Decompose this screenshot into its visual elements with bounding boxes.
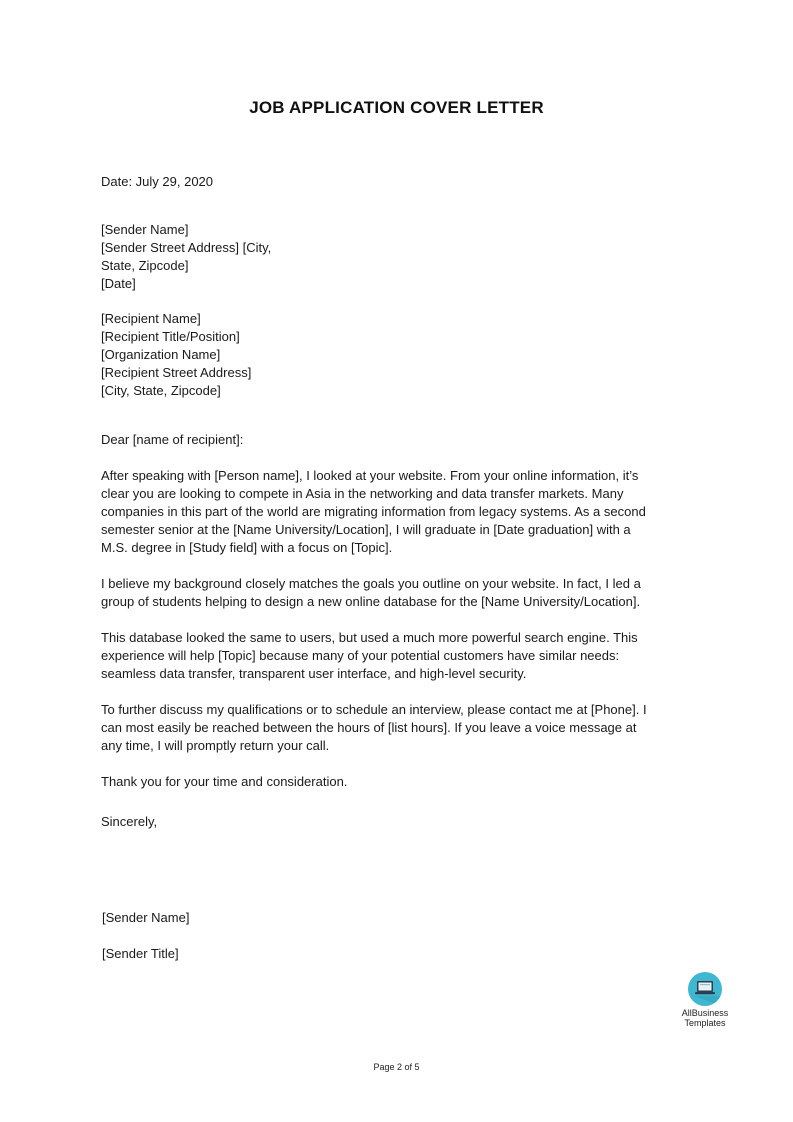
document-title: JOB APPLICATION COVER LETTER [249, 98, 544, 117]
signature-name: [Sender Name] [102, 910, 190, 925]
paragraph-2 [101, 575, 671, 611]
sender-name: [Sender Name] [101, 222, 189, 237]
paragraph-line: can most easily be reached between the hours of [list hours]. If you leave a voice message at [101, 720, 637, 735]
recipient-name: [Recipient Name] [101, 311, 201, 326]
recipient-street: [Recipient Street Address] [101, 365, 252, 380]
signature-title: [Sender Title] [102, 946, 179, 961]
date-line: Date: July 29, 2020 [101, 174, 214, 189]
paragraph-3 [101, 629, 671, 683]
sender-date: [Date] [101, 276, 136, 291]
logo-text-line2: Templates [684, 1018, 726, 1028]
sender-city-state: State, Zipcode] [101, 258, 189, 273]
paragraph-1 [101, 467, 671, 557]
closing: Sincerely, [101, 814, 158, 829]
paragraph-line: After speaking with [Person name], I looked at your website. From your online information, it’s [101, 468, 639, 483]
paragraph-5 [101, 773, 671, 791]
paragraph-line: clear you are looking to compete in Asia in the networking and data transfer markets. Many [101, 486, 624, 501]
paragraph-4 [101, 701, 671, 755]
page-number: Page 2 of 5 [373, 1062, 420, 1072]
organization-name: [Organization Name] [101, 347, 221, 362]
paragraph-line: I believe my background closely matches the goals you outline on your website. In fact, I led a [101, 576, 641, 591]
paragraph-line: Thank you for your time and consideration. [101, 774, 348, 789]
paragraph-line: group of students helping to design a new online database for the [Name University/Location]. [101, 594, 641, 609]
sender-street: [Sender Street Address] [City, [101, 240, 272, 255]
paragraph-line: any time, I will promptly return your call. [101, 738, 330, 753]
recipient-title: [Recipient Title/Position] [101, 329, 240, 344]
recipient-city-state: [City, State, Zipcode] [101, 383, 221, 398]
paragraph-line: seamless data transfer, transparent user interface, and high-level security. [101, 666, 527, 681]
paragraph-line: This database looked the same to users, but used a much more powerful search engine. This [101, 630, 638, 645]
salutation: Dear [name of recipient]: [101, 432, 244, 447]
allbusiness-templates-logo [676, 972, 734, 1028]
paragraph-line: semester senior at the [Name University/Location], I will graduate in [Date graduation] with a [101, 522, 631, 537]
paragraph-line: To further discuss my qualifications or to schedule an interview, please contact me at [Phone]. I [101, 702, 647, 717]
logo-text-line1: AllBusiness [681, 1008, 729, 1018]
laptop-icon [688, 972, 722, 1006]
paragraph-line: M.S. degree in [Study field] with a focus on [Topic]. [101, 540, 393, 555]
paragraph-line: experience will help [Topic] because many of your potential customers have similar needs: [101, 648, 620, 663]
paragraph-line: companies in this part of the world are migrating information from legacy systems. As a second [101, 504, 646, 519]
